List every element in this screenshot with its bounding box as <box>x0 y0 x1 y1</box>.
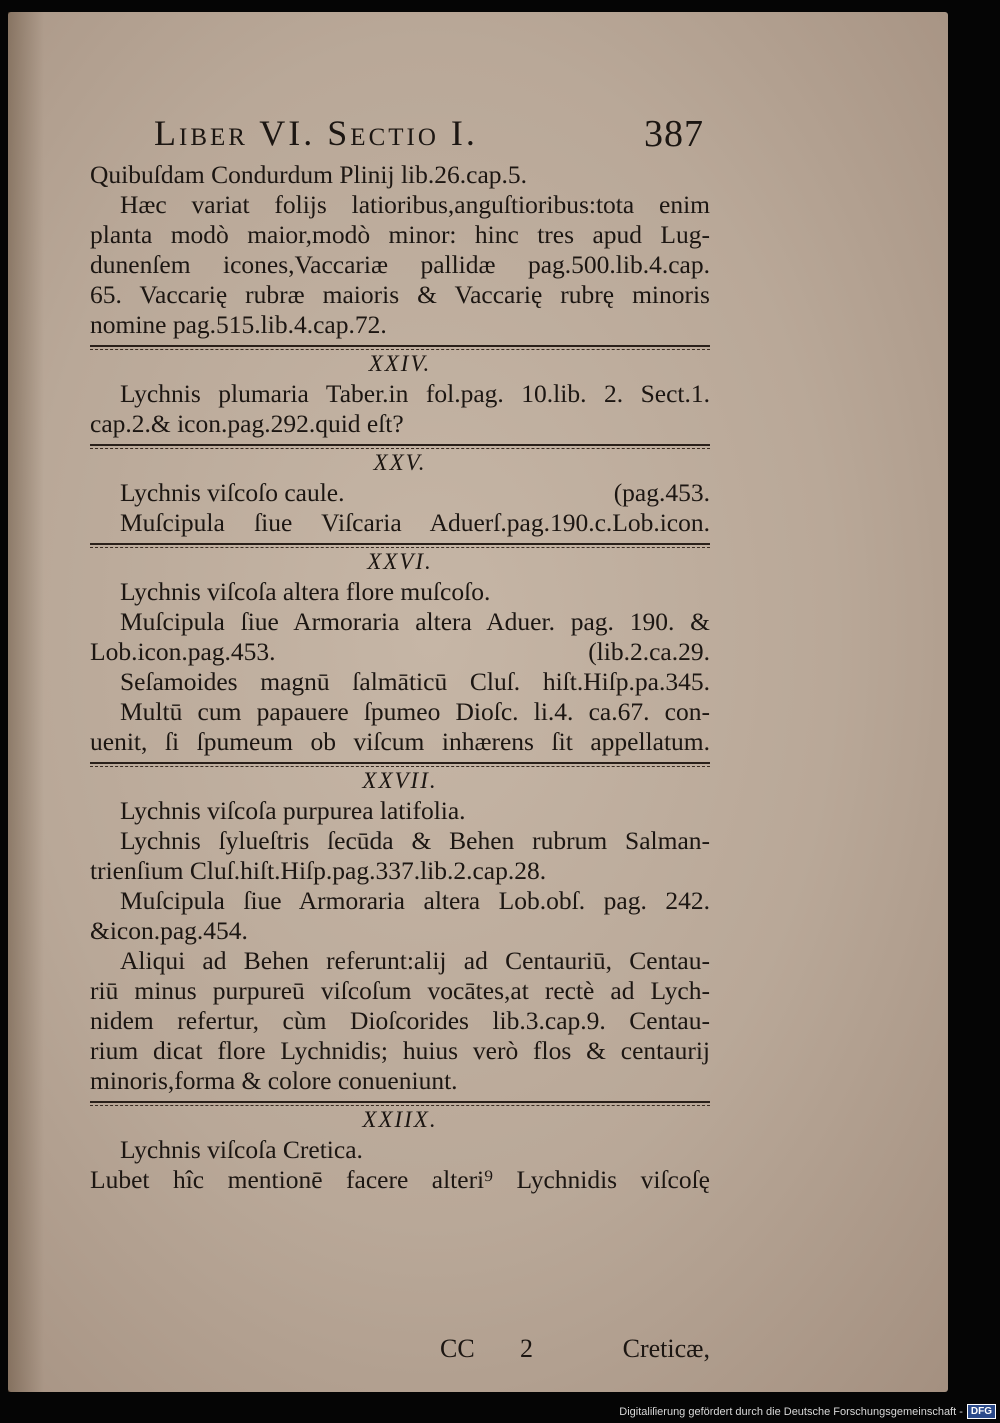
line-text: planta modò maior,modò minor: hinc tres apud Lug- <box>90 220 710 249</box>
page-text-block <box>90 112 710 1363</box>
line-text: Lychnis viſcoſa Cretica. <box>120 1135 363 1164</box>
line-text: uenit, ſi ſpumeum ob viſcum inhærens ſit appellatum. <box>90 727 710 756</box>
text-line <box>90 667 710 697</box>
text-line <box>90 607 710 637</box>
section-numeral: XXIIX. <box>362 1107 438 1132</box>
text-line <box>90 916 710 946</box>
section-rule <box>90 762 710 764</box>
text-line <box>90 796 710 826</box>
line-text: nidem refertur, cùm Dioſcorides lib.3.cap.9. Centau- <box>90 1006 710 1035</box>
text-line <box>90 976 710 1006</box>
page-footer <box>90 1334 710 1368</box>
line-text: Seſamoides magnū ſalmāticū Cluſ. hiſt.Hiſp.pa.345. <box>120 667 710 696</box>
header-title: Liber VI. Sectio I. <box>154 113 478 153</box>
text-line <box>90 190 710 220</box>
line-text: Muſcipula ſiue Armoraria altera Aduer. pag. 190. & <box>120 607 710 636</box>
section-numeral: XXVI. <box>367 549 433 574</box>
text-line <box>90 856 710 886</box>
text-line <box>90 310 710 340</box>
line-text: Lubet hîc mentionē facere alteri⁹ Lychnidis viſcoſę <box>90 1165 710 1194</box>
text-line <box>90 946 710 976</box>
page-number: 387 <box>644 113 704 155</box>
text-line <box>90 508 710 538</box>
text-line <box>90 478 710 508</box>
line-text: cap.2.& icon.pag.292.quid eſt? <box>90 409 404 438</box>
text-line <box>90 727 710 757</box>
section-numeral: XXVII. <box>362 768 438 793</box>
section-rule <box>90 1101 710 1103</box>
section-rule <box>90 543 710 545</box>
running-header <box>90 112 710 160</box>
line-text: 65. Vaccarię rubræ maioris & Vaccarię rubrę minoris <box>90 280 710 309</box>
line-text: &icon.pag.454. <box>90 916 248 945</box>
line-text: trienſium Cluſ.hiſt.Hiſp.pag.337.lib.2.cap.28. <box>90 856 547 885</box>
text-line <box>90 1135 710 1165</box>
dfg-credit-text: Digitaliſierung gefördert durch die Deutsche Forschungsgemeinschaft - <box>619 1405 963 1418</box>
text-line <box>90 220 710 250</box>
line-text: Lychnis plumaria Taber.in fol.pag. 10.lib. 2. Sect.1. <box>120 379 710 408</box>
section-rule <box>90 444 710 446</box>
signature-mark: CC <box>440 1334 475 1363</box>
section-numeral: XXIV. <box>368 351 432 376</box>
sections <box>90 345 710 1195</box>
catchword: Creticæ, <box>622 1334 710 1363</box>
text-line <box>90 1165 710 1195</box>
line-text: minoris,forma & colore conueniunt. <box>90 1066 458 1095</box>
line-text: Lychnis viſcoſo caule. <box>120 478 345 507</box>
text-line <box>90 637 710 667</box>
line-text: Multū cum papauere ſpumeo Dioſc. li.4. ca.67. con- <box>120 697 710 726</box>
text-line <box>90 826 710 856</box>
section-numeral: XXV. <box>373 450 427 475</box>
intro-paragraph <box>90 160 710 340</box>
signature-number: 2 <box>520 1334 533 1363</box>
line-text: Quibuſdam Condurdum Plinij lib.26.cap.5. <box>90 160 528 189</box>
text-line <box>90 280 710 310</box>
line-text: Muſcipula ſiue Viſcaria Aduerſ.pag.190.c.Lob.icon. <box>120 508 710 537</box>
text-line <box>90 160 710 190</box>
text-line <box>90 886 710 916</box>
line-text: Muſcipula ſiue Armoraria altera Lob.obſ. pag. 242. <box>120 886 710 915</box>
line-text: nomine pag.515.lib.4.cap.72. <box>90 310 387 339</box>
page-gutter-shadow <box>8 12 44 1392</box>
line-text: Lychnis viſcoſa purpurea latifolia. <box>120 796 466 825</box>
text-line <box>90 1066 710 1096</box>
book-page <box>8 12 948 1392</box>
text-line <box>90 409 710 439</box>
line-text: Hæc variat folijs latioribus,anguſtioribus:tota enim <box>120 190 710 219</box>
line-text: Lychnis ſylueſtris ſecūda & Behen rubrum Salman- <box>120 826 710 855</box>
text-line <box>90 577 710 607</box>
text-line <box>90 697 710 727</box>
line-right-text: (lib.2.ca.29. <box>588 637 710 666</box>
text-line <box>90 1006 710 1036</box>
line-text: rium dicat flore Lychnidis; huius verò flos & centaurij <box>90 1036 710 1065</box>
line-right-text: (pag.453. <box>613 478 710 507</box>
text-line <box>90 1036 710 1066</box>
text-line <box>90 379 710 409</box>
line-text: dunenſem icones,Vaccariæ pallidæ pag.500.lib.4.cap. <box>90 250 710 279</box>
text-line <box>90 250 710 280</box>
dfg-credit <box>619 1404 996 1419</box>
section-rule <box>90 345 710 347</box>
line-text: Lob.icon.pag.453. <box>90 637 276 666</box>
line-text: Aliqui ad Behen referunt:alij ad Centauriū, Centau- <box>120 946 710 975</box>
line-text: riū minus purpureū viſcoſum vocātes,at rectè ad Lych- <box>90 976 710 1005</box>
line-text: Lychnis viſcoſa altera flore muſcoſo. <box>120 577 491 606</box>
dfg-logo: DFG <box>967 1404 996 1419</box>
